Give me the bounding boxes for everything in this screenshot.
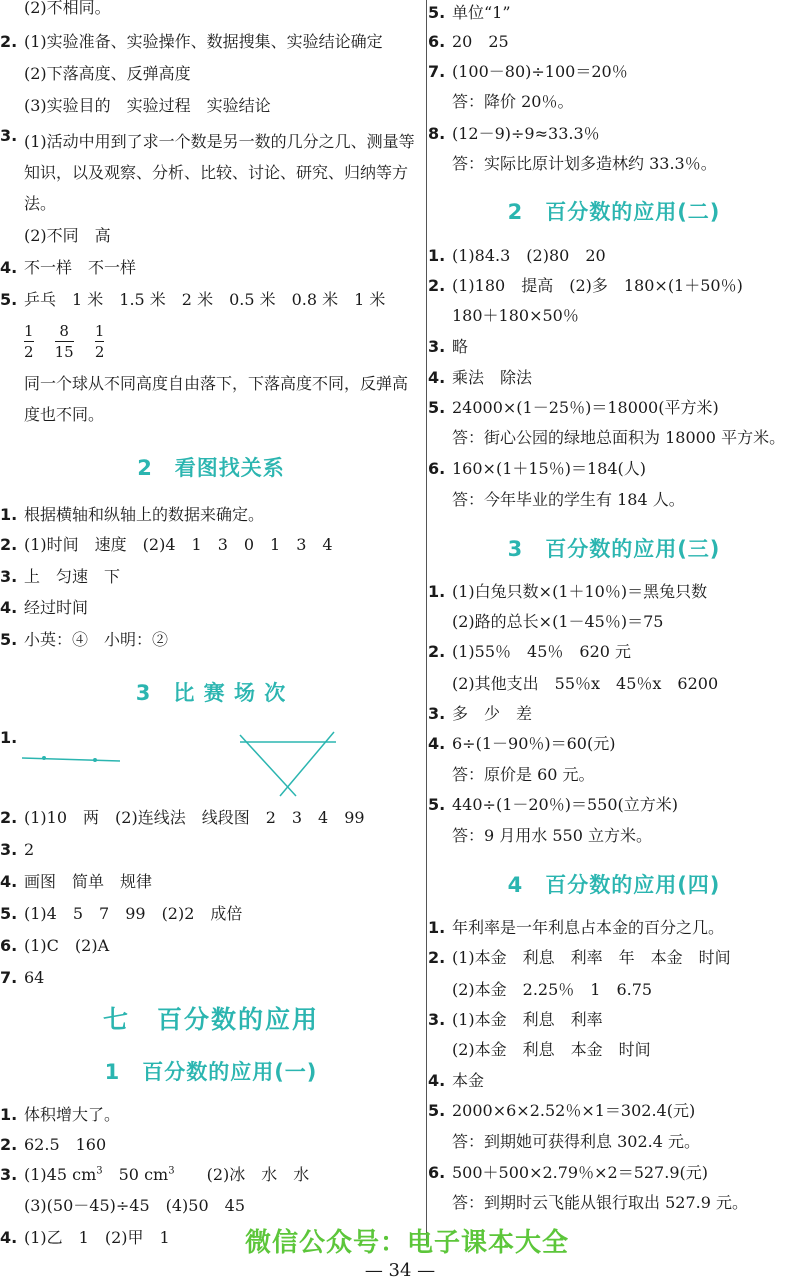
question-number: 3. (0, 126, 18, 145)
answer-2 (0, 1135, 106, 1155)
answer-5 (0, 290, 385, 310)
question-number: 4. (428, 1071, 446, 1090)
column-divider (426, 0, 427, 1245)
section-title: 2 看图找关系 (137, 456, 285, 480)
answer-4 (0, 258, 136, 278)
question-number: 5. (428, 1101, 446, 1120)
question-number: 3. (428, 704, 446, 723)
answer-1 (428, 246, 606, 266)
answer-2 (428, 948, 731, 968)
answer-text: 62.5 160 (24, 1135, 107, 1154)
page-number: — 34 — (364, 1260, 436, 1281)
question-number: 4. (0, 872, 18, 891)
answer-5 (428, 1101, 695, 1121)
answer-text: (1)实验准备、实验操作、数据搜集、实验结论确定 (24, 32, 383, 51)
question-number: 5. (0, 290, 18, 309)
answer-text: 画图 简单 规律 (24, 872, 153, 891)
answer-8 (428, 124, 600, 144)
answer-line: 答：9 月用水 550 立方米。 (452, 826, 652, 845)
answer-text: 经过时间 (24, 598, 89, 617)
fraction: $\frac{8}{15}$ (54, 322, 74, 361)
answer-4 (428, 734, 615, 754)
answer-text: 500＋500×2.79％×2＝527.9(元) (452, 1163, 708, 1182)
watermark: 微信公众号：电子课本大全 (245, 1228, 570, 1258)
answer-text: (1)C (2)A (24, 936, 110, 955)
question-number: 4. (0, 258, 18, 277)
answer-2 (0, 808, 365, 828)
question-number: 8. (428, 124, 446, 143)
answer-4 (428, 1071, 484, 1091)
answer-text: 多 少 差 (452, 704, 533, 723)
answer-text: 50 cm (102, 1165, 169, 1184)
answer-text: (100－80)÷100＝20％ (452, 62, 628, 81)
answer-line: 答：今年毕业的学生有 184 人。 (452, 490, 685, 509)
question-number: 2. (0, 808, 18, 827)
answer-2 (428, 276, 743, 296)
question-number: 4. (0, 598, 18, 617)
question-number: 3. (0, 1165, 18, 1184)
answer-3 (428, 704, 532, 724)
question-number: 6. (428, 1163, 446, 1182)
answer-line: 答：街心公园的绿地总面积为 18000 平方米。 (452, 428, 786, 447)
fraction-row (0, 322, 120, 361)
question-number: 2. (428, 948, 446, 967)
answer-line: 答：实际比原计划多造林约 33.3％。 (452, 154, 717, 173)
segment-point (42, 756, 46, 760)
answer-text: (1)84.3 (2)80 20 (452, 246, 606, 265)
answer-text: (12－9)÷9≈33.3％ (452, 124, 600, 143)
answer-text: 2 (24, 840, 35, 859)
answer-line: (3)(50－45)÷45 (4)50 45 (24, 1196, 246, 1215)
answer-4 (0, 872, 152, 892)
answer-text: 160×(1＋15％)＝184(人) (452, 459, 646, 478)
answer-5 (428, 795, 678, 815)
question-number: 5. (0, 630, 18, 649)
answer-4 (428, 368, 532, 388)
question-number: 7. (0, 968, 18, 987)
answer-1 (0, 1105, 120, 1125)
question-number: 4. (0, 1228, 18, 1247)
question-number: 3. (0, 840, 18, 859)
answer-7 (428, 62, 628, 82)
superscript: 3 (168, 1165, 175, 1177)
answer-text: (1)45 cm (24, 1165, 97, 1184)
answer-text: 440÷(1－20％)＝550(立方米) (452, 795, 678, 814)
question-number: 5. (428, 795, 446, 814)
question-number: 3. (428, 337, 446, 356)
section-title: 1 百分数的应用(一) (104, 1060, 318, 1084)
answer-line: (2)本金 2.25％ 1 6.75 (452, 980, 653, 999)
answer-6 (0, 936, 109, 956)
answer-text: 2000×6×2.52％×1＝302.4(元) (452, 1101, 696, 1120)
answer-text: (2)冰 水 水 (174, 1165, 310, 1184)
answer-text: (1)本金 利息 利率 年 本金 时间 (452, 948, 731, 967)
question-number: 5. (0, 904, 18, 923)
answer-line: 答：原价是 60 元。 (452, 765, 595, 784)
question-number: 3. (428, 1010, 446, 1029)
answer-line: (2)其他支出 55％x 45％x 6200 (452, 674, 719, 693)
answer-line: (2)不同 高 (24, 226, 111, 245)
answer-text: (1)活动中用到了求一个数是另一数的几分之几、测量等知识，以及观察、分析、比较、讨论、研究、归纳等方法。 (24, 132, 415, 213)
answer-line: 答：到期时云飞能从银行取出 527.9 元。 (452, 1193, 748, 1212)
answer-line: (2)不相同。 (24, 0, 111, 17)
section-title: 3 百分数的应用(三) (507, 537, 721, 561)
answer-text: (1)乙 1 (2)甲 1 (24, 1228, 170, 1247)
answer-text: 根据横轴和纵轴上的数据来确定。 (24, 505, 265, 524)
answer-text: 6÷(1－90％)＝60(元) (452, 734, 616, 753)
answer-text: 本金 (452, 1071, 485, 1090)
question-number: 3. (0, 567, 18, 586)
answer-3 (428, 1010, 603, 1030)
question-number: 1. (428, 246, 446, 265)
fraction: $\frac{1}{2}$ (94, 322, 105, 361)
question-number: 1. (428, 918, 446, 937)
question-number: 2. (0, 535, 18, 554)
answer-line: 180＋180×50％ (452, 306, 579, 325)
answer-text: 不一样 不一样 (24, 258, 137, 277)
question-number: 1. (0, 728, 18, 747)
fraction: $\frac{1}{2}$ (24, 322, 34, 361)
answer-1 (428, 582, 707, 602)
answer-1 (0, 505, 264, 525)
answer-5 (0, 630, 168, 650)
answer-4 (0, 1228, 170, 1248)
segment-line (22, 758, 120, 761)
answer-line: 答：降价 20％。 (452, 92, 574, 111)
question-number: 1. (0, 1105, 18, 1124)
question-number: 5. (428, 3, 446, 22)
answer-6 (428, 1163, 708, 1183)
answer-7 (0, 968, 44, 988)
answer-5 (0, 904, 242, 924)
answer-2 (428, 642, 631, 662)
question-number: 6. (428, 459, 446, 478)
answer-line: (2)下落高度、反弹高度 (24, 64, 191, 83)
answer-text: 20 25 (452, 32, 509, 51)
segment-point (93, 758, 97, 762)
answer-6 (428, 32, 509, 52)
answer-text: (1)10 两 (2)连线法 线段图 2 3 4 99 (24, 808, 365, 827)
answer-6 (428, 459, 646, 479)
answer-text: 同一个球从不同高度自由落下，下落高度不同，反弹高度也不同。 (24, 374, 409, 424)
answer-3 (0, 567, 120, 587)
superscript: 3 (96, 1165, 103, 1177)
answer-text: (1)白兔只数×(1＋10％)＝黑兔只数 (452, 582, 708, 601)
answer-1 (428, 918, 724, 938)
question-number: 1. (428, 582, 446, 601)
question-number: 7. (428, 62, 446, 81)
answer-text: 乘法 除法 (452, 368, 533, 387)
line-segment-figure (18, 730, 338, 800)
answer-text: (1)55％ 45％ 620 元 (452, 642, 632, 661)
question-number: 6. (0, 936, 18, 955)
answer-5 (428, 398, 719, 418)
answer-text: 小英：④ 小明：② (24, 630, 169, 649)
question-number: 2. (428, 642, 446, 661)
answer-text: (1)本金 利息 利率 (452, 1010, 603, 1029)
question-number: 2. (0, 1135, 18, 1154)
answer-line: (3)实验目的 实验过程 实验结论 (24, 96, 271, 115)
answer-3 (428, 337, 468, 357)
question-number: 2. (0, 32, 18, 51)
answer-text: 单位“1” (452, 3, 511, 22)
answer-text: 体积增大了。 (24, 1105, 121, 1124)
answer-3 (0, 840, 34, 860)
answer-text: (1)180 提高 (2)多 180×(1＋50％) (452, 276, 743, 295)
answer-line: (2)本金 利息 本金 时间 (452, 1040, 651, 1059)
chapter-title: 七 百分数的应用 (102, 1005, 319, 1034)
answer-text: 上 匀速 下 (24, 567, 121, 586)
answer-text: 年利率是一年利息占本金的百分之几。 (452, 918, 725, 937)
answer-text: 24000×(1－25％)＝18000(平方米) (452, 398, 719, 417)
answer-5 (428, 3, 511, 23)
answer-3 (0, 1165, 309, 1185)
answer-2 (0, 32, 383, 52)
answer-text: 乒乓 1 米 1.5 米 2 米 0.5 米 0.8 米 1 米 (24, 290, 386, 309)
answer-2 (0, 535, 333, 555)
section-title: 4 百分数的应用(四) (507, 873, 721, 897)
answer-3 (0, 126, 24, 146)
question-number: 4. (428, 368, 446, 387)
answer-text: (1)时间 速度 (2)4 1 3 0 1 3 4 (24, 535, 333, 554)
question-number: 1. (0, 505, 18, 524)
question-number: 5. (428, 398, 446, 417)
question-number: 2. (428, 276, 446, 295)
answer-text: 64 (24, 968, 45, 987)
question-number: 6. (428, 32, 446, 51)
answer-line: 答：到期她可获得利息 302.4 元。 (452, 1132, 700, 1151)
question-number: 4. (428, 734, 446, 753)
section-title: 3 比 赛 场 次 (135, 681, 287, 705)
answer-line: (2)路的总长×(1－45％)＝75 (452, 612, 664, 631)
section-title: 2 百分数的应用(二) (507, 200, 721, 224)
answer-text: 略 (452, 337, 469, 356)
answer-text: (1)4 5 7 99 (2)2 成倍 (24, 904, 243, 923)
answer-4 (0, 598, 88, 618)
